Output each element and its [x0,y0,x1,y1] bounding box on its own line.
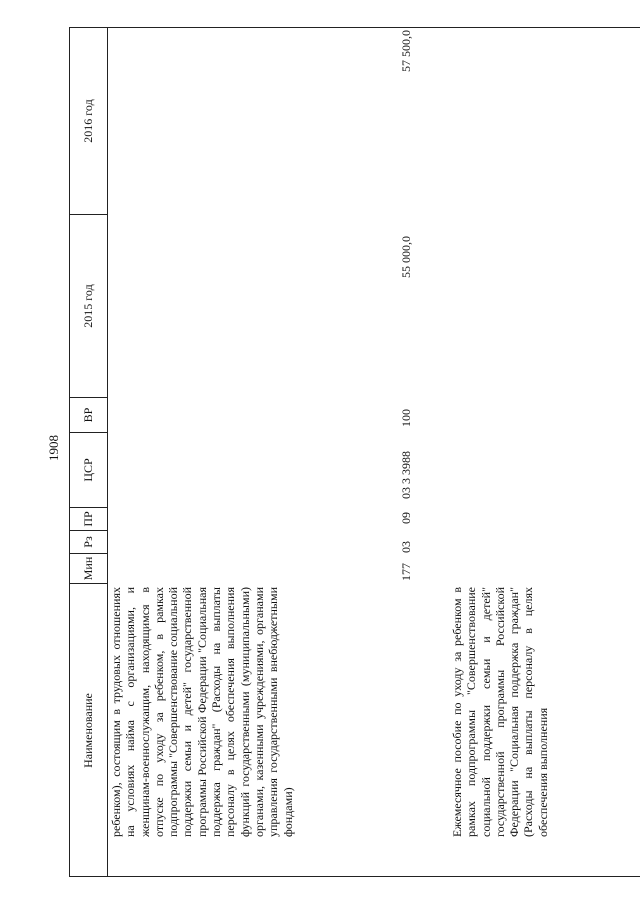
table-right-border [69,27,640,28]
header-name: Наименование [69,583,107,877]
row1-name: ребенком), состоящим в трудовых отношениях на условиях найма с организациями, и женщинам-военнослужащим, находящимся в отпуске по уходу за ребенком, в рамках подпрограммы "Совершенствование социальной поддержки семьи и детей" государственной программы Российской Федерации "Социальная поддержка граждан" (Расходы на выплаты персоналу в целях обеспечения выполнения функций государственными (муниципальными) органами, казенными учреждениями, органами управления государственными внебюджетными фондами) [109,587,295,837]
header-2015: 2015 год [69,214,107,397]
rotated-table [69,27,640,877]
header-vr: ВР [69,397,107,432]
row1-rz: 03 [399,541,413,553]
row1-2015: 55 000,0 [399,236,413,278]
table-left-border [69,876,640,877]
header-min: Мин [69,553,107,583]
row2-name: Ежемесячное пособие по уходу за ребенком в рамках подпрограммы "Совершенствование социальной поддержки семьи и детей" государственной программы Российской Федерации "Социальная поддержка граждан" (Расходы на выплаты персоналу в целях обеспечения выполнения [450,587,550,837]
header-rz: Рз [69,530,107,553]
row1-pr: 09 [399,512,413,524]
header-bottom-border [107,27,108,877]
page-number: 1908 [46,435,61,461]
header-2016: 2016 год [81,99,95,143]
row1-2016: 57 500,0 [399,30,413,72]
row1-min: 177 [399,563,413,581]
header-csr: ЦСР [69,432,107,507]
row1-vr: 100 [399,409,413,427]
row1-csr: 03 3 3988 [399,451,413,499]
header-pr: ПР [69,507,107,530]
